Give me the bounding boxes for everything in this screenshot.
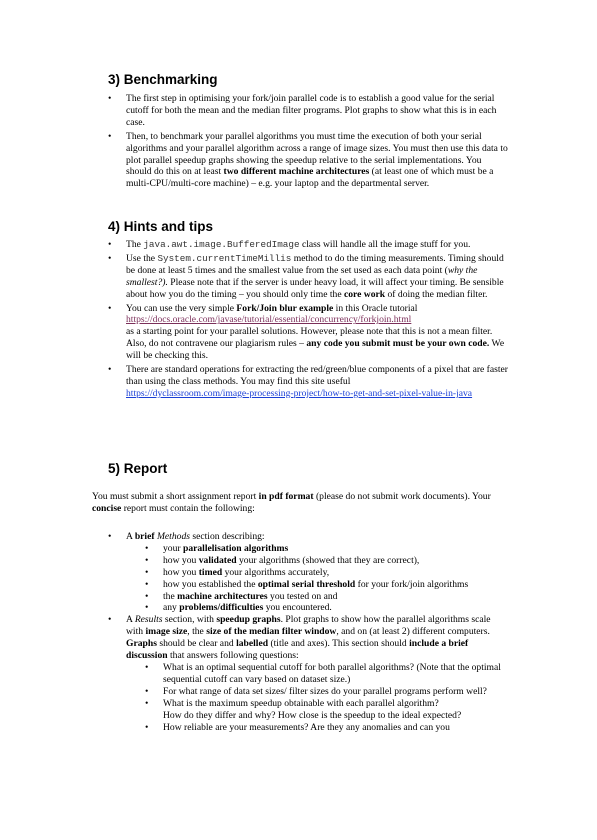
list-item: • What is an optimal sequential cutoff for both parallel algorithms? (Note that the optimal sequential cutoff can vary based on dataset size.) [145, 662, 508, 686]
list-item: • how you validated your algorithms (showed that they are correct), [145, 555, 508, 567]
list-item: • There are standard operations for extracting the red/green/blue components of a pixel that are faster than using the class methods. You may find this site useful https://dyclassroom.com/image-processing-project/how-to-get-and-set-pixel-value-in-java [108, 364, 508, 400]
section-heading-hints-and-tips: 4) Hints and tips [108, 219, 214, 234]
list-item: • How reliable are your measurements? Are they any anomalies and can you [145, 722, 508, 734]
methods-sublist [126, 543, 508, 614]
list-item: • The first step in optimising your fork/join parallel code is to establish a good value for the serial cutoff for both the mean and the median filter programs. Plot graphs to show what this is in each case. [108, 93, 508, 129]
list-item-methods: • A brief Methods section describing: • your parallelisation algorithms • how you validated your algorithms (showed that they are correct), • how you timed your algorithms accurately, • how you established the optimal serial threshold for your fork/join algorithms • the machine architectures you tested on and • any problems/difficulties you encountered. [108, 531, 508, 614]
code-buffered-image: java.awt.image.BufferedImage [143, 239, 300, 250]
code-current-time-millis: System.currentTimeMillis [157, 252, 292, 264]
list-item: • any problems/difficulties you encountered. [145, 602, 508, 614]
benchmarking-list [108, 93, 508, 190]
oracle-forkjoin-link[interactable]: https://docs.oracle.com/javase/tutorial/essential/concurrency/forkjoin.html [126, 314, 412, 326]
list-item: • You can use the very simple Fork/Join blur example in this Oracle tutorial https://docs.oracle.com/javase/tutorial/essential/concurrency/forkjoin.html as a starting point for your parallel solutions. However, please note that this is not a mean filter. Also, do not contravene our plagiarism rules – any code you submit must be your own code. We will be checking this. [108, 303, 508, 363]
list-item: • how you timed your algorithms accurately, [145, 567, 508, 579]
list-item: • the machine architectures you tested on and [145, 591, 508, 603]
list-item: • how you established the optimal serial threshold for your fork/join algorithms [145, 579, 508, 591]
list-item: • The java.awt.image.BufferedImage class will handle all the image stuff for you. [108, 239, 508, 251]
dyclassroom-pixel-link[interactable]: https://dyclassroom.com/image-processing-project/how-to-get-and-set-pixel-value-in-java [126, 387, 473, 399]
section-heading-report: 5) Report [108, 461, 168, 476]
report-intro-paragraph: You must submit a short assignment report in pdf format (please do not submit work documents). Your concise report must contain the following: [92, 491, 491, 514]
list-item: • your parallelisation algorithms [145, 543, 508, 555]
list-item: • Then, to benchmark your parallel algorithms you must time the execution of both your serial algorithms and your parallel algorithm across a range of image sizes. You must then use this data to plot parallel speedup graphs showing the speedup relative to the serial implementations. You should do this on at least two different machine architectures (at least one of which must be a multi-CPU/multi-core machine) – e.g. your laptop and the departmental server. [108, 131, 508, 191]
report-list [108, 531, 508, 733]
section-heading-benchmarking: 3) Benchmarking [108, 72, 218, 87]
results-sublist [126, 662, 508, 733]
list-item: • What is the maximum speedup obtainable with each parallel algorithm? How do they differ and why? How close is the speedup to the ideal expected? [145, 698, 508, 722]
list-item-results: • A Results section, with speedup graphs. Plot graphs to show how the parallel algorithms scale with image size, the size of the median filter window, and on (at least 2) different computers. Graphs should be clear and labelled (title and axes). This section should include a brief discussion that answers following questions: • What is an optimal sequential cutoff for both parallel algorithms? (Note that the optimal sequential cutoff can vary based on dataset size.) • For what range of data set sizes/ filter sizes do your parallel programs perform well? • What is the maximum speedup obtainable with each parallel algorithm? How do they differ and why? How close is the speedup to the ideal expected? • How reliable are your measurements? Are they any anomalies and can you [108, 614, 508, 733]
hints-list [108, 239, 508, 400]
list-item: • Use the System.currentTimeMillis method to do the timing measurements. Timing should be done at least 5 times and the smallest value from the set used as each data point (why the smallest?). Please note that if the server is under heavy load, it will affect your timing. Be sensible about how you do the timing – you should only time the core work of doing the median filter. [108, 253, 508, 301]
list-item: • For what range of data set sizes/ filter sizes do your parallel programs perform well? [145, 686, 508, 698]
